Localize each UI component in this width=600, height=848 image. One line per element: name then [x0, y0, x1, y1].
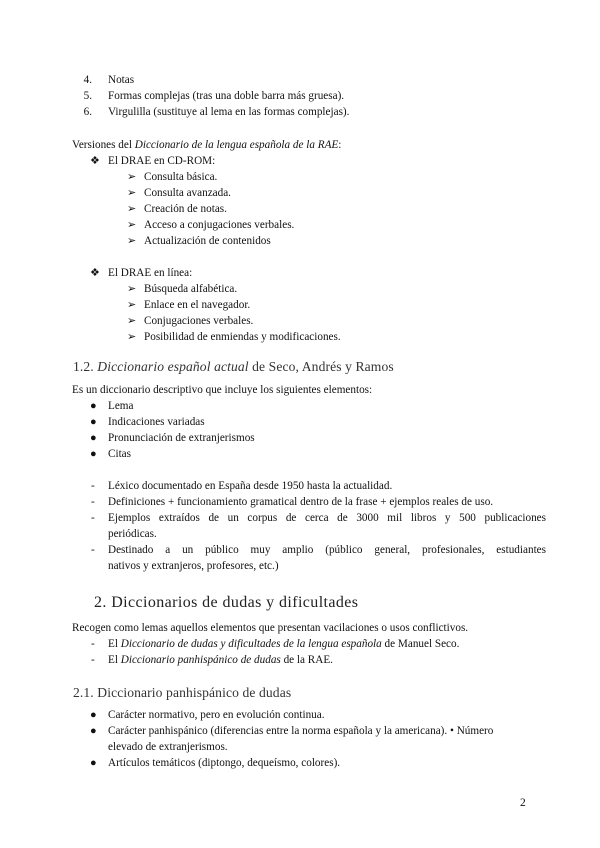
feature-item: Destinado a un público muy amplio (público general, profesionales, estudiantes: [108, 544, 546, 556]
section-1-2-intro: Es un diccionario descriptivo que incluye los siguientes elementos:: [72, 384, 373, 396]
list-number: 5.: [83, 90, 92, 102]
dictionary-item: El Diccionario de dudas y dificultades de la lengua española de Manuel Seco.: [108, 638, 460, 650]
diamond-bullet-icon: ❖: [90, 155, 100, 167]
online-label: El DRAE en línea:: [108, 267, 193, 279]
feature-item: Carácter panhispánico (diferencias entre la norma española y la americana). • Número: [108, 725, 494, 737]
online-item: Posibilidad de enmiendas y modificaciones.: [144, 331, 341, 343]
online-item: Búsqueda alfabética.: [144, 283, 238, 295]
arrow-bullet-icon: ➢: [127, 331, 137, 343]
arrow-bullet-icon: ➢: [127, 203, 137, 215]
page-number: 2: [520, 797, 526, 809]
element-item: Lema: [108, 400, 134, 412]
feature-item: Artículos temáticos (diptongo, dequeísmo, colores).: [108, 757, 341, 769]
dash-bullet: -: [91, 544, 95, 556]
arrow-bullet-icon: ➢: [127, 171, 137, 183]
element-item: Citas: [108, 448, 131, 460]
cdrom-item: Actualización de contenidos: [144, 235, 271, 247]
arrow-bullet-icon: ➢: [127, 315, 137, 327]
section-1-2-heading: 1.2. Diccionario español actual de Seco, Andrés y Ramos: [73, 359, 394, 374]
section-2-intro: Recogen como lemas aquellos elementos que presentan vacilaciones o usos conflictivos.: [72, 622, 469, 634]
dot-bullet-icon: ●: [90, 416, 97, 428]
feature-item: Léxico documentado en España desde 1950 hasta la actualidad.: [108, 480, 393, 492]
dot-bullet-icon: ●: [90, 725, 97, 737]
feature-item-continuation: elevado de extranjerismos.: [108, 741, 228, 753]
section-2-1-heading: 2.1. Diccionario panhispánico de dudas: [73, 685, 292, 700]
cdrom-item: Consulta avanzada.: [144, 187, 231, 199]
arrow-bullet-icon: ➢: [127, 283, 137, 295]
dot-bullet-icon: ●: [90, 400, 97, 412]
arrow-bullet-icon: ➢: [127, 235, 137, 247]
arrow-bullet-icon: ➢: [127, 299, 137, 311]
dot-bullet-icon: ●: [90, 448, 97, 460]
cdrom-label: El DRAE en CD-ROM:: [108, 155, 216, 167]
feature-item-continuation: periódicas.: [108, 528, 157, 540]
dash-bullet: -: [91, 654, 95, 666]
element-item: Indicaciones variadas: [108, 416, 205, 428]
feature-item: Carácter normativo, pero en evolución continua.: [108, 709, 325, 721]
element-item: Pronunciación de extranjerismos: [108, 432, 255, 444]
cdrom-item: Creación de notas.: [144, 203, 227, 215]
online-item: Enlace en el navegador.: [144, 299, 251, 311]
arrow-bullet-icon: ➢: [127, 187, 137, 199]
versions-intro: Versiones del Diccionario de la lengua española de la RAE:: [72, 139, 342, 151]
dash-bullet: -: [91, 638, 95, 650]
dot-bullet-icon: ●: [90, 709, 97, 721]
list-number: 6.: [83, 106, 92, 118]
dot-bullet-icon: ●: [90, 432, 97, 444]
feature-item-continuation: nativos y extranjeros, profesores, etc.): [108, 560, 279, 572]
dash-bullet: -: [91, 480, 95, 492]
list-item: Formas complejas (tras una doble barra más gruesa).: [108, 90, 345, 102]
feature-item: Definiciones + funcionamiento gramatical dentro de la frase + ejemplos reales de uso.: [108, 496, 494, 508]
list-item: Notas: [108, 74, 135, 86]
arrow-bullet-icon: ➢: [127, 219, 137, 231]
dash-bullet: -: [91, 512, 95, 524]
list-item: Virgulilla (sustituye al lema en las formas complejas).: [108, 106, 350, 118]
cdrom-item: Consulta básica.: [144, 171, 218, 183]
dash-bullet: -: [91, 496, 95, 508]
list-number: 4.: [83, 74, 92, 86]
online-item: Conjugaciones verbales.: [144, 315, 254, 327]
section-2-heading: 2. Diccionarios de dudas y dificultades: [94, 594, 359, 611]
diamond-bullet-icon: ❖: [90, 267, 100, 279]
feature-item: Ejemplos extraídos de un corpus de cerca de 3000 mil libros y 500 publicaciones: [108, 512, 546, 524]
cdrom-item: Acceso a conjugaciones verbales.: [144, 219, 295, 231]
dictionary-item: El Diccionario panhispánico de dudas de la RAE.: [108, 654, 333, 666]
dot-bullet-icon: ●: [90, 757, 97, 769]
